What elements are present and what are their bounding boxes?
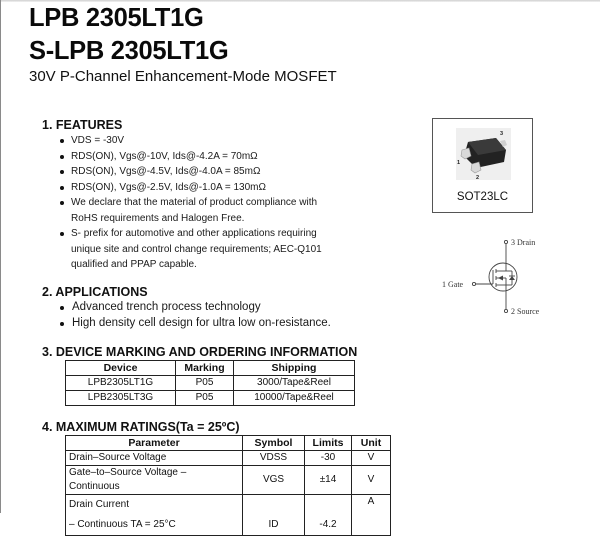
table-row — [66, 466, 391, 495]
mosfet-schematic — [440, 236, 560, 316]
marking-cell: P05 — [176, 376, 234, 391]
parameter-cell: – Continuous TA = 25°C — [66, 515, 243, 536]
table-row — [66, 515, 391, 536]
table-row — [66, 495, 391, 516]
table-row — [66, 391, 355, 406]
svg-text:2 Source: 2 Source — [511, 307, 540, 316]
bullet-icon — [60, 306, 64, 310]
table-row — [66, 451, 391, 466]
bullet-icon — [60, 322, 64, 326]
svg-text:2: 2 — [476, 175, 480, 180]
bullet-icon — [60, 201, 64, 205]
feature-item-continuation: RoHS requirements and Halogen Free. — [71, 212, 245, 224]
unit-cell — [352, 515, 391, 536]
column-header-unit: Unit — [352, 436, 391, 451]
features-list — [60, 133, 322, 273]
column-header-limits: Limits — [305, 436, 352, 451]
p-channel-mosfet-symbol-icon — [440, 236, 560, 316]
table-row — [66, 376, 355, 391]
features-heading: 1. FEATURES — [42, 118, 123, 132]
page-left-edge — [0, 0, 1, 513]
package-figure — [432, 118, 533, 213]
application-item: High density cell design for ultra low on-resistance. — [60, 316, 331, 332]
applications-list — [60, 300, 331, 331]
feature-item: RDS(ON), Vgs@-10V, Ids@-4.2A = 70mΩ — [60, 149, 322, 165]
limits-cell — [305, 495, 352, 516]
sot23-chip-icon — [456, 128, 511, 180]
sot23-package-image — [456, 128, 511, 180]
feature-item-continuation: unique site and control change requirements; AEC-Q101 — [71, 243, 322, 255]
svg-text:3 Drain: 3 Drain — [511, 238, 536, 247]
symbol-cell — [243, 495, 305, 516]
application-item: Advanced trench process technology — [60, 300, 331, 316]
feature-item: RDS(ON), Vgs@-2.5V, Ids@-1.0A = 130mΩ — [60, 180, 322, 196]
table-header-row — [66, 436, 391, 451]
marking-cell: P05 — [176, 391, 234, 406]
svg-text:3: 3 — [500, 131, 504, 137]
ratings-heading: 4. MAXIMUM RATINGS(Ta = 25ºC) — [42, 420, 240, 434]
parameter-cell: Gate–to–Source Voltage – Continuous — [66, 466, 243, 495]
limits-cell: ±14 — [305, 466, 352, 495]
svg-text:1 Gate: 1 Gate — [442, 280, 464, 289]
bullet-icon — [60, 155, 64, 159]
device-cell: LPB2305LT3G — [66, 391, 176, 406]
limits-cell: -30 — [305, 451, 352, 466]
column-header-marking: Marking — [176, 361, 234, 376]
max-ratings-table — [65, 435, 391, 536]
applications-heading: 2. APPLICATIONS — [42, 285, 148, 299]
table-header-row — [66, 361, 355, 376]
column-header-parameter: Parameter — [66, 436, 243, 451]
symbol-cell: ID — [243, 515, 305, 536]
unit-cell: V — [352, 466, 391, 495]
feature-item: We declare that the material of product compliance with — [60, 195, 322, 211]
ordering-table — [65, 360, 355, 406]
shipping-cell: 3000/Tape&Reel — [234, 376, 355, 391]
automotive-part-number-title: S-LPB 2305LT1G — [29, 37, 229, 65]
column-header-symbol: Symbol — [243, 436, 305, 451]
ordering-heading: 3. DEVICE MARKING AND ORDERING INFORMATION — [42, 345, 358, 359]
bullet-icon — [60, 186, 64, 190]
parameter-cell: Drain–Source Voltage — [66, 451, 243, 466]
shipping-cell: 10000/Tape&Reel — [234, 391, 355, 406]
bullet-icon — [60, 232, 64, 236]
parameter-cell: Drain Current — [66, 495, 243, 516]
symbol-cell: VDSS — [243, 451, 305, 466]
feature-item: VDS = -30V — [60, 133, 322, 149]
feature-item-continuation: qualified and PPAP capable. — [71, 259, 197, 270]
column-header-shipping: Shipping — [234, 361, 355, 376]
bullet-icon — [60, 170, 64, 174]
unit-cell: A — [352, 495, 391, 516]
symbol-cell: VGS — [243, 466, 305, 495]
limits-cell: -4.2 — [305, 515, 352, 536]
device-cell: LPB2305LT1G — [66, 376, 176, 391]
page-top-edge — [0, 0, 600, 2]
svg-text:1: 1 — [457, 160, 461, 166]
column-header-device: Device — [66, 361, 176, 376]
unit-cell: V — [352, 451, 391, 466]
bullet-icon — [60, 139, 64, 143]
feature-item: RDS(ON), Vgs@-4.5V, Ids@-4.0A = 85mΩ — [60, 164, 322, 180]
device-description: 30V P-Channel Enhancement-Mode MOSFET — [29, 68, 337, 85]
part-number-title: LPB 2305LT1G — [29, 4, 204, 32]
feature-item: S- prefix for automotive and other applications requiring — [60, 226, 322, 242]
package-label: SOT23LC — [456, 191, 509, 203]
